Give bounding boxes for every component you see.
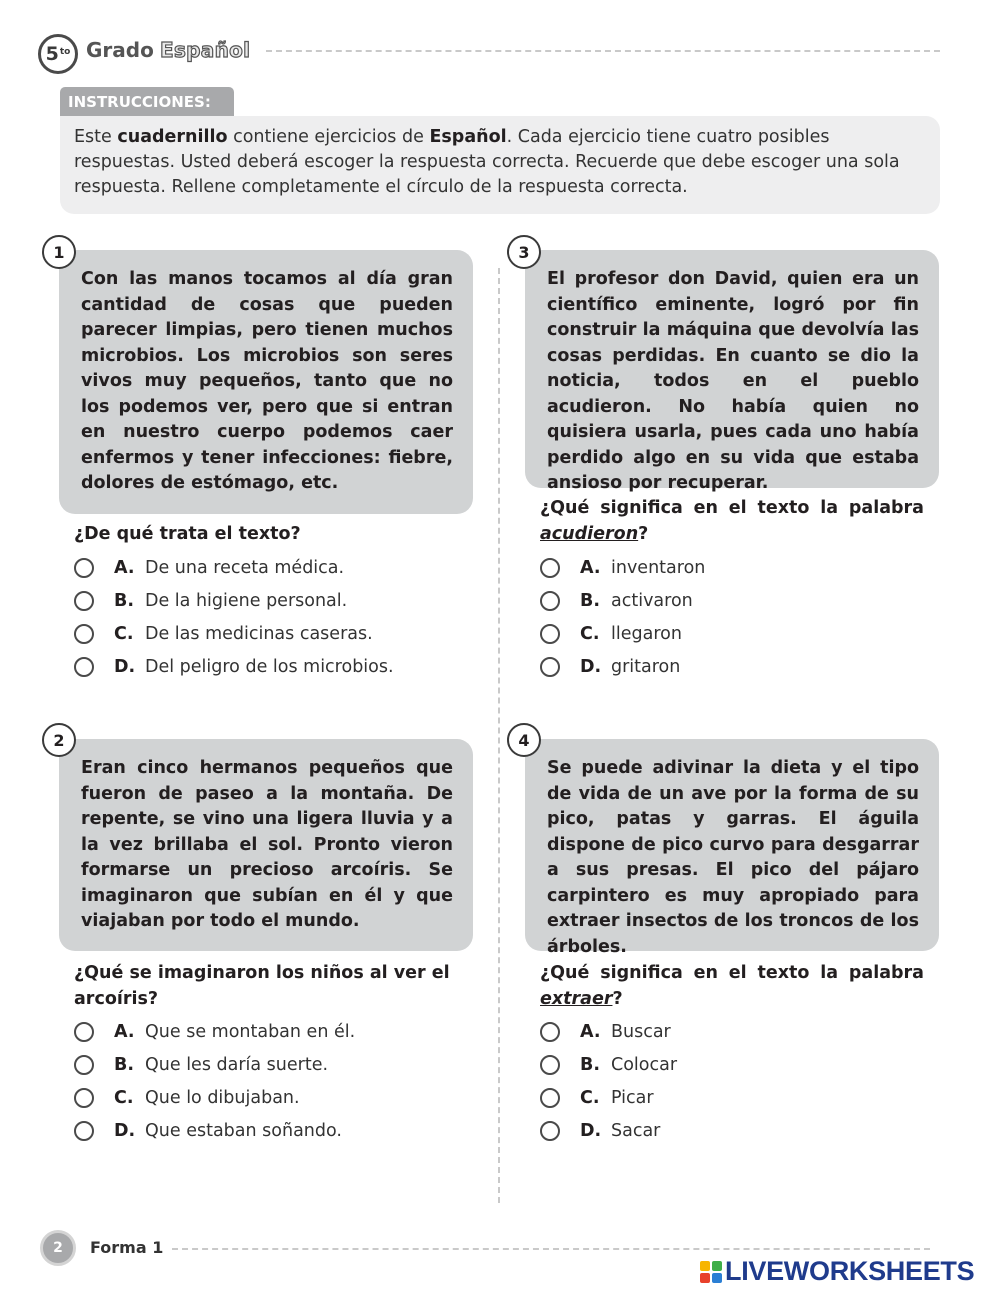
question-1-option-b[interactable] bbox=[74, 584, 394, 617]
question-3-number: 3 bbox=[507, 235, 541, 269]
option-text: inventaron bbox=[611, 557, 706, 578]
option-text: Del peligro de los microbios. bbox=[145, 656, 394, 677]
grade-suffix: to bbox=[59, 47, 71, 57]
prompt-text: ¿Qué significa en el texto la palabra bbox=[540, 498, 924, 518]
radio-button[interactable] bbox=[74, 591, 94, 611]
header-divider bbox=[266, 50, 940, 52]
question-1-option-d[interactable] bbox=[74, 650, 394, 683]
radio-button[interactable] bbox=[74, 624, 94, 644]
question-4-option-c[interactable] bbox=[540, 1081, 677, 1114]
question-2-options bbox=[74, 1015, 355, 1147]
question-2-option-c[interactable] bbox=[74, 1081, 355, 1114]
question-1-option-a[interactable] bbox=[74, 551, 394, 584]
instructions-text-3: . Cada ejercicio tiene cuatro posibles respuestas. Usted deberá escoger la respuesta correcta. Recuerde que debe escoger una sola respuesta. Rellene completamente el círculo de la respuesta correcta. bbox=[74, 127, 900, 197]
option-letter: C. bbox=[580, 1087, 600, 1108]
instructions-bold-2: Español bbox=[429, 127, 507, 147]
option-text: De las medicinas caseras. bbox=[145, 623, 373, 644]
form-label: Forma 1 bbox=[90, 1238, 164, 1257]
liveworksheets-logo-icon bbox=[700, 1261, 722, 1283]
instructions-text-2: contiene ejercicios de bbox=[227, 127, 430, 147]
question-1-option-c[interactable] bbox=[74, 617, 394, 650]
instructions-bold-1: cuadernillo bbox=[117, 127, 228, 147]
option-text: Que lo dibujaban. bbox=[145, 1087, 300, 1108]
question-3-option-c[interactable] bbox=[540, 617, 705, 650]
brand-name: LIVEWORKSHEETS bbox=[725, 1256, 975, 1286]
option-letter: D. bbox=[114, 656, 136, 677]
question-1-number: 1 bbox=[42, 235, 76, 269]
question-1-passage: Con las manos tocamos al día gran cantidad de cosas que pueden parecer limpias, pero tienen muchos microbios. Los microbios son seres vivos muy pequeños, tanto que no los podemos ver, pero que si entran en nuestro cuerpo podemos caer enfermos y tener infecciones: fiebre, dolores de estómago, etc. bbox=[59, 250, 473, 514]
question-4-option-a[interactable] bbox=[540, 1015, 677, 1048]
radio-button[interactable] bbox=[74, 558, 94, 578]
radio-button[interactable] bbox=[74, 1088, 94, 1108]
question-3-prompt bbox=[540, 496, 924, 547]
radio-button[interactable] bbox=[540, 624, 560, 644]
option-text: Picar bbox=[611, 1087, 654, 1108]
option-text: De una receta médica. bbox=[145, 557, 345, 578]
radio-button[interactable] bbox=[74, 1055, 94, 1075]
question-3-option-b[interactable] bbox=[540, 584, 705, 617]
radio-button[interactable] bbox=[540, 591, 560, 611]
question-2-prompt: ¿Qué se imaginaron los niños al ver el arcoíris? bbox=[74, 963, 450, 1009]
radio-button[interactable] bbox=[74, 1022, 94, 1042]
option-text: Colocar bbox=[611, 1054, 678, 1075]
prompt-text: ¿Qué significa en el texto la palabra bbox=[540, 963, 924, 983]
option-letter: C. bbox=[114, 623, 134, 644]
option-text: gritaron bbox=[611, 656, 681, 677]
column-divider bbox=[498, 268, 500, 1203]
question-4-option-b[interactable] bbox=[540, 1048, 677, 1081]
radio-button[interactable] bbox=[540, 1088, 560, 1108]
question-4-number: 4 bbox=[507, 723, 541, 757]
radio-button[interactable] bbox=[540, 657, 560, 677]
grade-number: 5 bbox=[45, 43, 59, 65]
question-2-number: 2 bbox=[42, 723, 76, 757]
radio-button[interactable] bbox=[74, 657, 94, 677]
radio-button[interactable] bbox=[74, 1121, 94, 1141]
option-letter: B. bbox=[114, 590, 134, 611]
grade-badge bbox=[38, 34, 78, 74]
option-letter: A. bbox=[114, 1021, 135, 1042]
option-letter: C. bbox=[580, 623, 600, 644]
option-text: Que les daría suerte. bbox=[145, 1054, 329, 1075]
radio-button[interactable] bbox=[540, 1022, 560, 1042]
page-number-badge: 2 bbox=[40, 1230, 76, 1266]
footer-divider bbox=[172, 1248, 930, 1250]
question-3-option-a[interactable] bbox=[540, 551, 705, 584]
option-text: Sacar bbox=[611, 1120, 661, 1141]
option-letter: D. bbox=[580, 656, 602, 677]
logo-square bbox=[700, 1261, 710, 1271]
question-4-option-d[interactable] bbox=[540, 1114, 677, 1147]
question-2-passage: Eran cinco hermanos pequeños que fueron de paseo a la montaña. De repente, se vino una ligera lluvia y a la vez brillaba el sol. Pronto vieron formarse un precioso arcoíris. Se imaginaron que subían en él y que viajaban por todo el mundo. bbox=[59, 739, 473, 951]
option-letter: B. bbox=[114, 1054, 134, 1075]
option-letter: A. bbox=[580, 1021, 601, 1042]
question-2-option-b[interactable] bbox=[74, 1048, 355, 1081]
question-3-option-d[interactable] bbox=[540, 650, 705, 683]
option-text: De la higiene personal. bbox=[145, 590, 348, 611]
prompt-keyword: acudieron bbox=[540, 523, 639, 544]
question-2-option-d[interactable] bbox=[74, 1114, 355, 1147]
instructions-title: INSTRUCCIONES: bbox=[60, 87, 234, 117]
logo-square bbox=[712, 1273, 722, 1283]
option-letter: D. bbox=[114, 1120, 136, 1141]
question-1-prompt: ¿De qué trata el texto? bbox=[74, 524, 301, 544]
question-2-option-a[interactable] bbox=[74, 1015, 355, 1048]
instructions-text-1: Este bbox=[74, 127, 118, 147]
liveworksheets-brand[interactable] bbox=[700, 1256, 974, 1287]
option-text: Que se montaban en él. bbox=[145, 1021, 356, 1042]
option-letter: A. bbox=[114, 557, 135, 578]
radio-button[interactable] bbox=[540, 1121, 560, 1141]
question-1-options bbox=[74, 551, 394, 683]
question-4-options bbox=[540, 1015, 677, 1147]
option-letter: B. bbox=[580, 590, 600, 611]
option-letter: A. bbox=[580, 557, 601, 578]
subject-title: Español bbox=[160, 38, 251, 62]
prompt-keyword: extraer bbox=[540, 988, 613, 1009]
option-text: llegaron bbox=[611, 623, 682, 644]
question-4-prompt bbox=[540, 961, 924, 1012]
prompt-suffix: ? bbox=[612, 988, 623, 1009]
logo-square bbox=[700, 1273, 710, 1283]
option-letter: D. bbox=[580, 1120, 602, 1141]
prompt-suffix: ? bbox=[638, 523, 649, 544]
option-text: Que estaban soñando. bbox=[145, 1120, 342, 1141]
option-text: Buscar bbox=[611, 1021, 671, 1042]
instructions-box bbox=[60, 116, 940, 214]
option-letter: B. bbox=[580, 1054, 600, 1075]
question-3-passage: El profesor don David, quien era un científico eminente, logró por fin construir la máquina que devolvía las cosas perdidas. En cuanto se dio la noticia, todos en el pueblo acudieron. No había quien no quisiera usarla, pues cada uno había perdido algo en su vida que estaba ansioso por recuperar. bbox=[525, 250, 939, 488]
option-letter: C. bbox=[114, 1087, 134, 1108]
grade-label: Grado bbox=[86, 38, 154, 62]
question-3-options bbox=[540, 551, 705, 683]
radio-button[interactable] bbox=[540, 1055, 560, 1075]
logo-square bbox=[712, 1261, 722, 1271]
option-text: activaron bbox=[611, 590, 693, 611]
radio-button[interactable] bbox=[540, 558, 560, 578]
question-4-passage: Se puede adivinar la dieta y el tipo de vida de un ave por la forma de su pico, patas y garras. El águila dispone de pico curvo para desgarrar a sus presas. El pico del pájaro carpintero es muy apropiado para extraer insectos de los troncos de los árboles. bbox=[525, 739, 939, 951]
